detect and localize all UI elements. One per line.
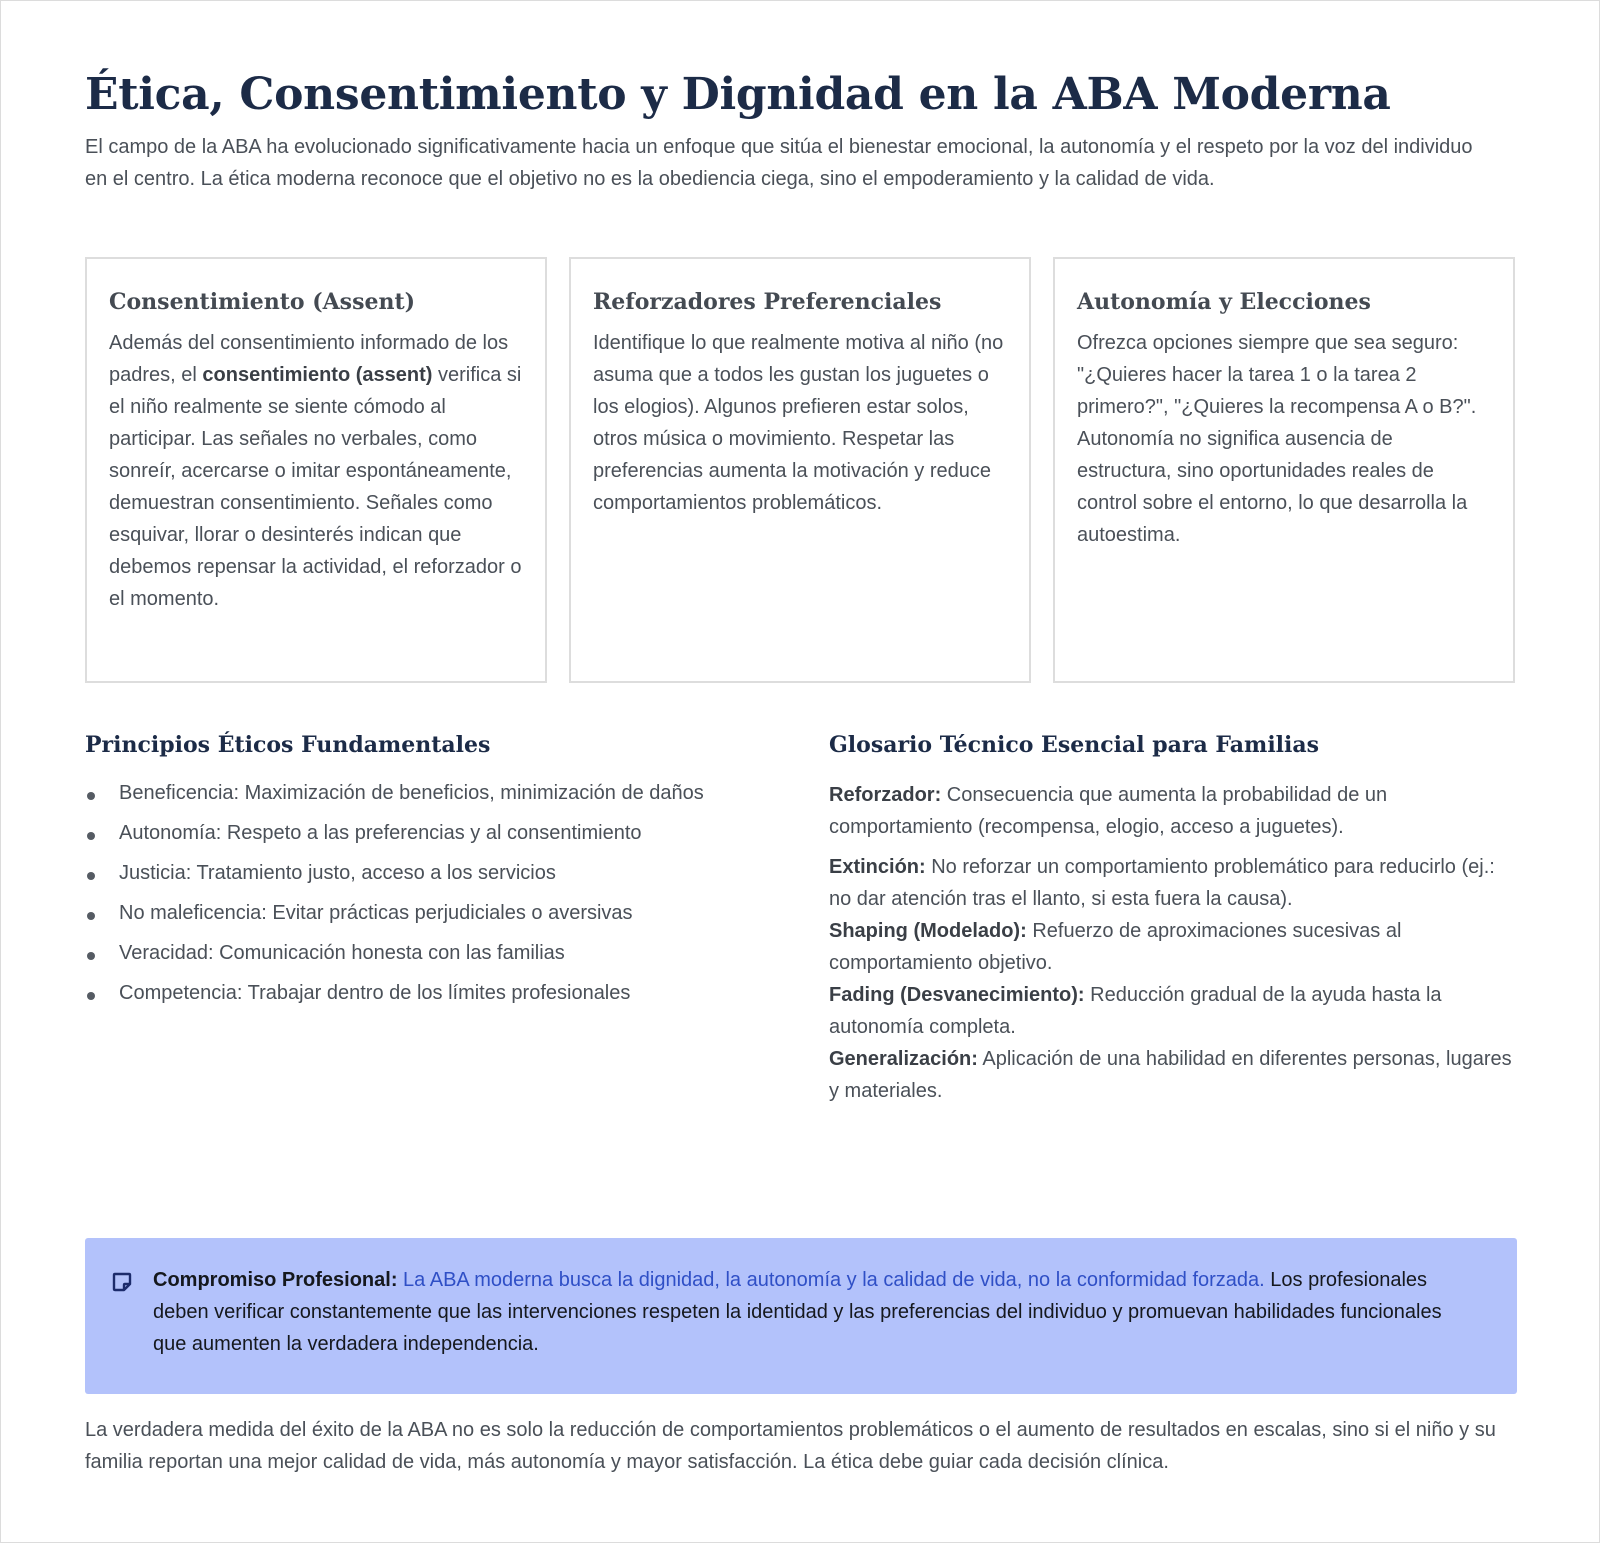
card-text — [109, 327, 523, 615]
card-text: Ofrezca opciones siempre que sea seguro: "¿Quieres hacer la tarea 1 o la tarea 2 primero?", "¿Quieres la recompensa A o B?". Autonomía no significa ausencia de estructura, sino oportunidades reales de control sobre el entorno, lo que desarrolla la autoestima. — [1077, 332, 1477, 546]
glossary-definition: No reforzar un comportamiento problemático para reducirlo (ej.: no dar atención tras el llanto, si esta fuera la causa). — [829, 856, 1495, 910]
glossary-section — [829, 729, 1515, 1107]
list-item-text: Competencia: Trabajar dentro de los límites profesionales — [119, 982, 631, 1004]
glossary-definition: Reducción gradual de la ayuda hasta la autonomía completa. — [829, 984, 1442, 1038]
list-item-text: Beneficencia: Maximización de beneficios, minimización de daños — [119, 782, 704, 804]
bullet-icon — [87, 792, 95, 800]
card-text: Identifique lo que realmente motiva al niño (no asuma que a todos les gustan los juguetes o los elogios). Algunos prefieren estar solos, otros música o movimiento. Respetar las preferencias aumenta la motivación y reduce comportamientos problemáticos. — [593, 332, 1004, 514]
note-icon — [111, 1271, 133, 1293]
bullet-icon — [87, 832, 95, 840]
glossary-entry — [829, 979, 1515, 1043]
list-item — [85, 979, 829, 1007]
list-item-text: Justicia: Tratamiento justo, acceso a los servicios — [119, 862, 556, 884]
glossary-entry — [829, 915, 1515, 979]
glossary-entry — [829, 1043, 1515, 1107]
card-text-bold: consentimiento (assent) — [202, 364, 433, 386]
list-item — [85, 939, 829, 967]
glossary-definition: Consecuencia que aumenta la probabilidad de un comportamiento (recompensa, elogio, acceso a juguetes). — [829, 784, 1388, 838]
two-column-section — [85, 729, 1515, 1107]
principles-section — [85, 729, 829, 1107]
principles-title: Principios Éticos Fundamentales — [85, 732, 491, 758]
card-title: Reforzadores Preferenciales — [593, 289, 942, 315]
card-preferred-reinforcers — [569, 257, 1031, 683]
bullet-icon — [87, 872, 95, 880]
glossary-term: Fading (Desvanecimiento): — [829, 984, 1085, 1006]
bullet-icon — [87, 912, 95, 920]
glossary-title: Glosario Técnico Esencial para Familias — [829, 732, 1320, 758]
glossary-term: Shaping (Modelado): — [829, 920, 1027, 942]
glossary-list — [829, 779, 1515, 1107]
list-item-text: Autonomía: Respeto a las preferencias y al consentimiento — [119, 822, 642, 844]
glossary-term: Reforzador: — [829, 784, 942, 806]
closing-paragraph: La verdadera medida del éxito de la ABA no es solo la reducción de comportamientos problemáticos o el aumento de resultados en escalas, sino si el niño y su familia reportan una mejor calidad de vida, más autonomía y mayor satisfacción. La ética debe guiar cada decisión clínica. — [85, 1419, 1496, 1473]
callout-highlight: La ABA moderna busca la dignidad, la autonomía y la calidad de vida, no la conformidad forzada. — [397, 1269, 1265, 1291]
card-title: Consentimiento (Assent) — [109, 289, 416, 315]
glossary-definition: Refuerzo de aproximaciones sucesivas al comportamiento objetivo. — [829, 920, 1402, 974]
card-row — [85, 257, 1515, 683]
glossary-term: Generalización: — [829, 1048, 978, 1070]
bullet-icon — [87, 952, 95, 960]
callout-text: Los profesionales deben verificar constantemente que las intervenciones respeten la identidad y las preferencias del individuo y promuevan habilidades funcionales que aumenten la verdadera independencia. — [153, 1269, 1442, 1355]
principles-list — [85, 779, 829, 1007]
glossary-term: Extinción: — [829, 856, 926, 878]
list-item — [85, 899, 829, 927]
list-item — [85, 859, 829, 887]
intro-paragraph: El campo de la ABA ha evolucionado significativamente hacia un enfoque que sitúa el bienestar emocional, la autonomía y el respeto por la voz del individuo en el centro. La ética moderna reconoce que el objetivo no es la obediencia ciega, sino el empoderamiento y la calidad de vida. — [85, 136, 1473, 190]
list-item — [85, 819, 829, 847]
card-title: Autonomía y Elecciones — [1077, 289, 1371, 315]
callout-label: Compromiso Profesional: — [153, 1269, 398, 1291]
card-text-part: Además del consentimiento informado de los padres, el — [109, 332, 509, 386]
list-item-text: Veracidad: Comunicación honesta con las familias — [119, 942, 565, 964]
glossary-entry — [829, 779, 1515, 843]
bullet-icon — [87, 992, 95, 1000]
list-item-text: No maleficencia: Evitar prácticas perjudiciales o aversivas — [119, 902, 633, 924]
list-item — [85, 779, 829, 807]
professional-commitment-callout — [85, 1238, 1517, 1394]
glossary-definition: Aplicación de una habilidad en diferentes personas, lugares y materiales. — [829, 1048, 1512, 1102]
card-assent — [85, 257, 547, 683]
card-text-part: verifica si el niño realmente se siente cómodo al participar. Las señales no verbales, como sonreír, acercarse o imitar espontáneamente, demuestran consentimiento. Señales como esquivar, llorar o desinterés indican que debemos repensar la actividad, el reforzador o el momento. — [109, 364, 522, 610]
card-autonomy — [1053, 257, 1515, 683]
glossary-entry — [829, 851, 1515, 915]
page-title: Ética, Consentimiento y Dignidad en la ABA Moderna — [85, 69, 1391, 120]
